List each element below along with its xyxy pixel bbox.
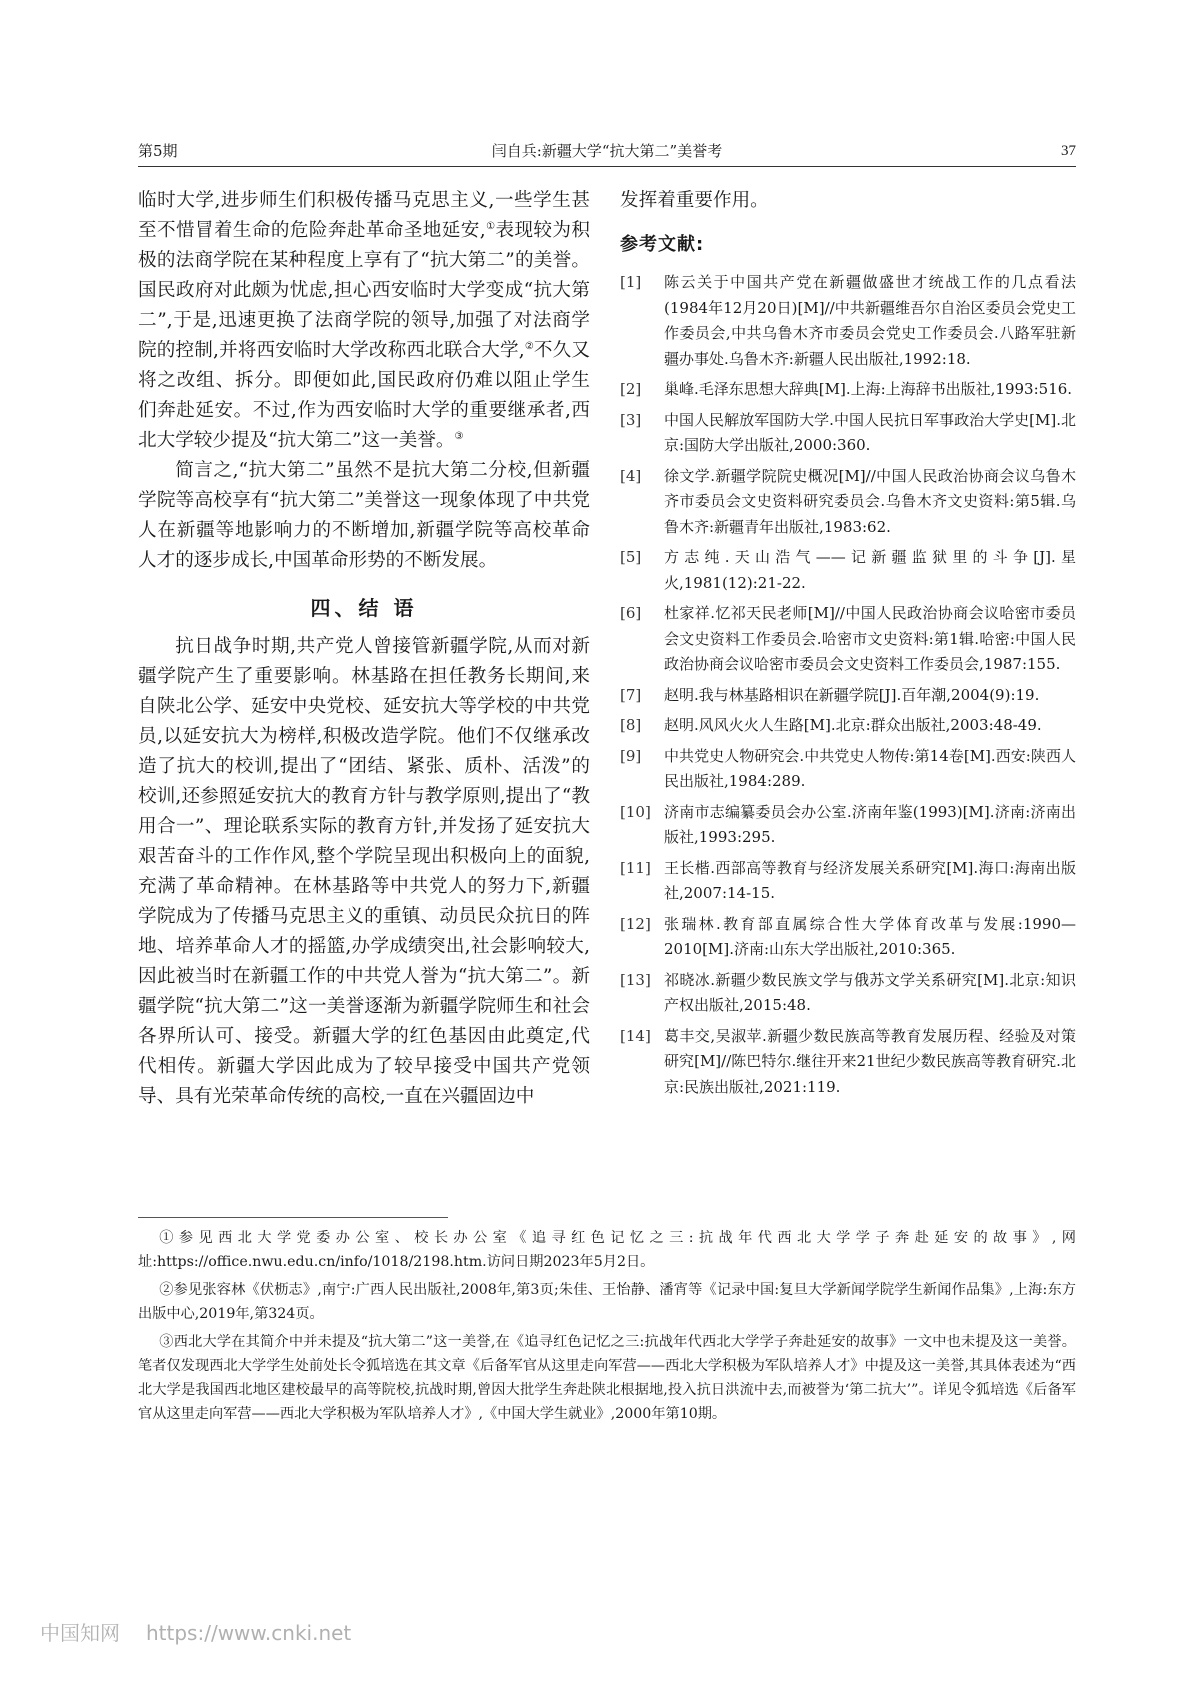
reference-text: 赵明.风风火火人生路[M].北京:群众出版社,2003:48-49. <box>664 716 1042 734</box>
reference-number: [9] <box>620 746 642 765</box>
page-number: 37 <box>1061 143 1076 159</box>
reference-number: [13] <box>620 970 651 989</box>
reference-item <box>620 408 1076 459</box>
footnote-marker-2[interactable]: ② <box>524 340 534 352</box>
reference-item <box>620 912 1076 963</box>
reference-number: [11] <box>620 858 651 877</box>
reference-text: 徐文学.新疆学院院史概况[M]//中国人民政治协商会议乌鲁木齐市委员会文史资料研究委员会.乌鲁木齐文史资料:第5辑.乌鲁木齐:新疆青年出版社,1983:62. <box>664 466 1076 536</box>
watermark-url: https://www.cnki.net <box>146 1621 352 1645</box>
running-title: 闫自兵:新疆大学“抗大第二”美誉考 <box>491 142 723 160</box>
paragraph-summary: 简言之,“抗大第二”虽然不是抗大第二分校,但新疆学院等高校享有“抗大第二”美誉这一现象体现了中共党人在新疆等地影响力的不断增加,新疆学院等高校革命人才的逐步成长,中国革命形势的不断发展。 <box>138 460 590 571</box>
reference-text: 巢峰.毛泽东思想大辞典[M].上海:上海辞书出版社,1993:516. <box>664 380 1073 398</box>
footnote-item: ③西北大学在其简介中并未提及“抗大第二”这一美誉,在《追寻红色记忆之三:抗战年代西北大学学子奔赴延安的故事》一文中也未提及这一美誉。笔者仅发现西北大学学生处前处长令狐培选在其文章《后备军官从这里走向军营——西北大学积极为军队培养人才》中提及这一美誉,其具体表述为“西北大学是我国西北地区建校最早的高等院校,抗战时期,曾因大批学生奔赴陕北根据地,投入抗日洪流中去,而被誉为‘第二抗大’”。详见令狐培选《后备军官从这里走向军营——西北大学积极为军队培养人才》,《中国大学生就业》,2000年第10期。 <box>138 1334 1076 1422</box>
text-run: 不久又将之改组、拆分。即便如此,国民政府仍难以阻止学生们奔赴延安。不过,作为西安临时大学的重要继承者,西北大学较少提及“抗大第二”这一美誉。 <box>138 340 590 451</box>
reference-text: 祁晓冰.新疆少数民族文学与俄苏文学关系研究[M].北京:知识产权出版社,2015:48. <box>664 970 1076 1014</box>
references-heading: 参考文献: <box>620 234 705 255</box>
reference-item <box>620 968 1076 1019</box>
reference-item <box>620 713 1076 739</box>
reference-number: [2] <box>620 380 642 398</box>
footnotes <box>138 1226 1076 1430</box>
reference-item <box>620 800 1076 851</box>
reference-item <box>620 744 1076 795</box>
reference-list <box>620 270 1076 1100</box>
text-run: 临时大学,进步师生们积极传播马克思主义,一些学生甚至不惜冒着生命的危险奔赴革命圣地延安, <box>138 190 590 241</box>
reference-item <box>620 1024 1076 1101</box>
right-column <box>620 186 1076 1105</box>
reference-item <box>620 377 1076 403</box>
reference-text: 赵明.我与林基路相识在新疆学院[J].百年潮,2004(9):19. <box>664 685 1040 704</box>
reference-text: 杜家祥.忆祁天民老师[M]//中国人民政治协商会议哈密市委员会文史资料工作委员会.哈密市文史资料:第1辑.哈密:中国人民政治协商会议哈密市委员会文史资料工作委员会,1987:155. <box>664 604 1076 673</box>
reference-text: 中国人民解放军国防大学.中国人民抗日军事政治大学史[M].北京:国防大学出版社,2000:360. <box>664 410 1076 454</box>
reference-number: [8] <box>620 716 642 734</box>
footnote-marker-1[interactable]: ① <box>485 220 496 232</box>
issue-label: 第5期 <box>138 142 178 160</box>
reference-text: 陈云关于中国共产党在新疆做盛世才统战工作的几点看法(1984年12月20日)[M]//中共新疆维吾尔自治区委员会党史工作委员会,中共乌鲁木齐市委员会党史工作委员会.八路军驻新疆办事处.乌鲁木齐:新疆人民出版社,1992:18. <box>664 273 1076 368</box>
reference-text: 葛丰交,吴淑苹.新疆少数民族高等教育发展历程、经验及对策研究[M]//陈巴特尔.继往开来21世纪少数民族高等教育研究.北京:民族出版社,2021:119. <box>664 1026 1076 1096</box>
reference-text: 王长楷.西部高等教育与经济发展关系研究[M].海口:海南出版社,2007:14-15. <box>664 858 1076 902</box>
paragraph-conclusion: 抗日战争时期,共产党人曾接管新疆学院,从而对新疆学院产生了重要影响。林基路在担任教务长期间,来自陕北公学、延安中央党校、延安抗大等学校的中共党员,以延安抗大为榜样,积极改造学院。他们不仅继承改造了抗大的校训,提出了“团结、紧张、质朴、活泼”的校训,还参照延安抗大的教育方针与教学原则,提出了“教用合一”、理论联系实际的教育方针,并发扬了延安抗大艰苦奋斗的工作作风,整个学院呈现出积极向上的面貌,充满了革命精神。在林基路等中共党人的努力下,新疆学院成为了传播马克思主义的重镇、动员民众抗日的阵地、培养革命人才的摇篮,办学成绩突出,社会影响较大,因此被当时在新疆工作的中共党人誉为“抗大第二”。新疆学院“抗大第二”这一美誉逐渐为新疆学院师生和社会各界所认可、接受。新疆大学的红色基因由此奠定,代代相传。新疆大学因此成为了较早接受中国共产党领导、具有光荣革命传统的高校,一直在兴疆固边中 <box>138 636 590 1107</box>
reference-number: [6] <box>620 604 642 622</box>
reference-item <box>620 545 1076 596</box>
reference-item <box>620 683 1076 709</box>
reference-number: [1] <box>620 273 642 291</box>
reference-number: [4] <box>620 466 642 485</box>
reference-number: [3] <box>620 410 642 429</box>
reference-item <box>620 270 1076 372</box>
reference-number: [5] <box>620 548 642 566</box>
watermark-brand: 中国知网 <box>40 1621 120 1645</box>
running-header <box>138 140 1076 167</box>
reference-number: [7] <box>620 685 642 704</box>
reference-number: [10] <box>620 802 651 821</box>
reference-text: 方志纯.天山浩气——记新疆监狱里的斗争[J].星火,1981(12):21-22. <box>664 548 1076 592</box>
reference-number: [14] <box>620 1026 651 1045</box>
section-heading: 四、结 语 <box>310 596 418 620</box>
text-run: 表现较为积极的法商学院在某种程度上享有了“抗大第二”的美誉。国民政府对此颇为忧虑,担心西安临时大学变成“抗大第二”,于是,迅速更换了法商学院的领导,加强了对法商学院的控制,并将西安临时大学改称西北联合大学, <box>138 220 590 361</box>
paragraph-continuation <box>138 186 590 456</box>
cnki-watermark <box>40 1617 377 1646</box>
footnote-divider <box>138 1217 448 1218</box>
paragraph-continuation-end: 发挥着重要作用。 <box>620 190 769 211</box>
footnote-marker-3[interactable]: ③ <box>454 430 464 442</box>
reference-number: [12] <box>620 914 651 933</box>
reference-text: 济南市志编纂委员会办公室.济南年鉴(1993)[M].济南:济南出版社,1993:295. <box>664 802 1076 846</box>
reference-item <box>620 856 1076 907</box>
reference-item <box>620 601 1076 678</box>
footnote-item: ②参见张容林《伏枥志》,南宁:广西人民出版社,2008年,第3页;朱佳、王怡静、潘宵等《记录中国:复旦大学新闻学院学生新闻作品集》,上海:东方出版中心,2019年,第324页。 <box>138 1282 1076 1322</box>
left-column <box>138 186 590 1112</box>
reference-text: 中共党史人物研究会.中共党史人物传:第14卷[M].西安:陕西人民出版社,1984:289. <box>664 746 1076 790</box>
reference-item <box>620 464 1076 541</box>
footnote-item: ①参见西北大学党委办公室、校长办公室《追寻红色记忆之三:抗战年代西北大学学子奔赴延安的故事》,网址:https://office.nwu.edu.cn/info/1018/2198.htm.访问日期2023年5月2日。 <box>138 1230 1076 1270</box>
reference-text: 张瑞林.教育部直属综合性大学体育改革与发展:1990—2010[M].济南:山东大学出版社,2010:365. <box>664 914 1076 958</box>
